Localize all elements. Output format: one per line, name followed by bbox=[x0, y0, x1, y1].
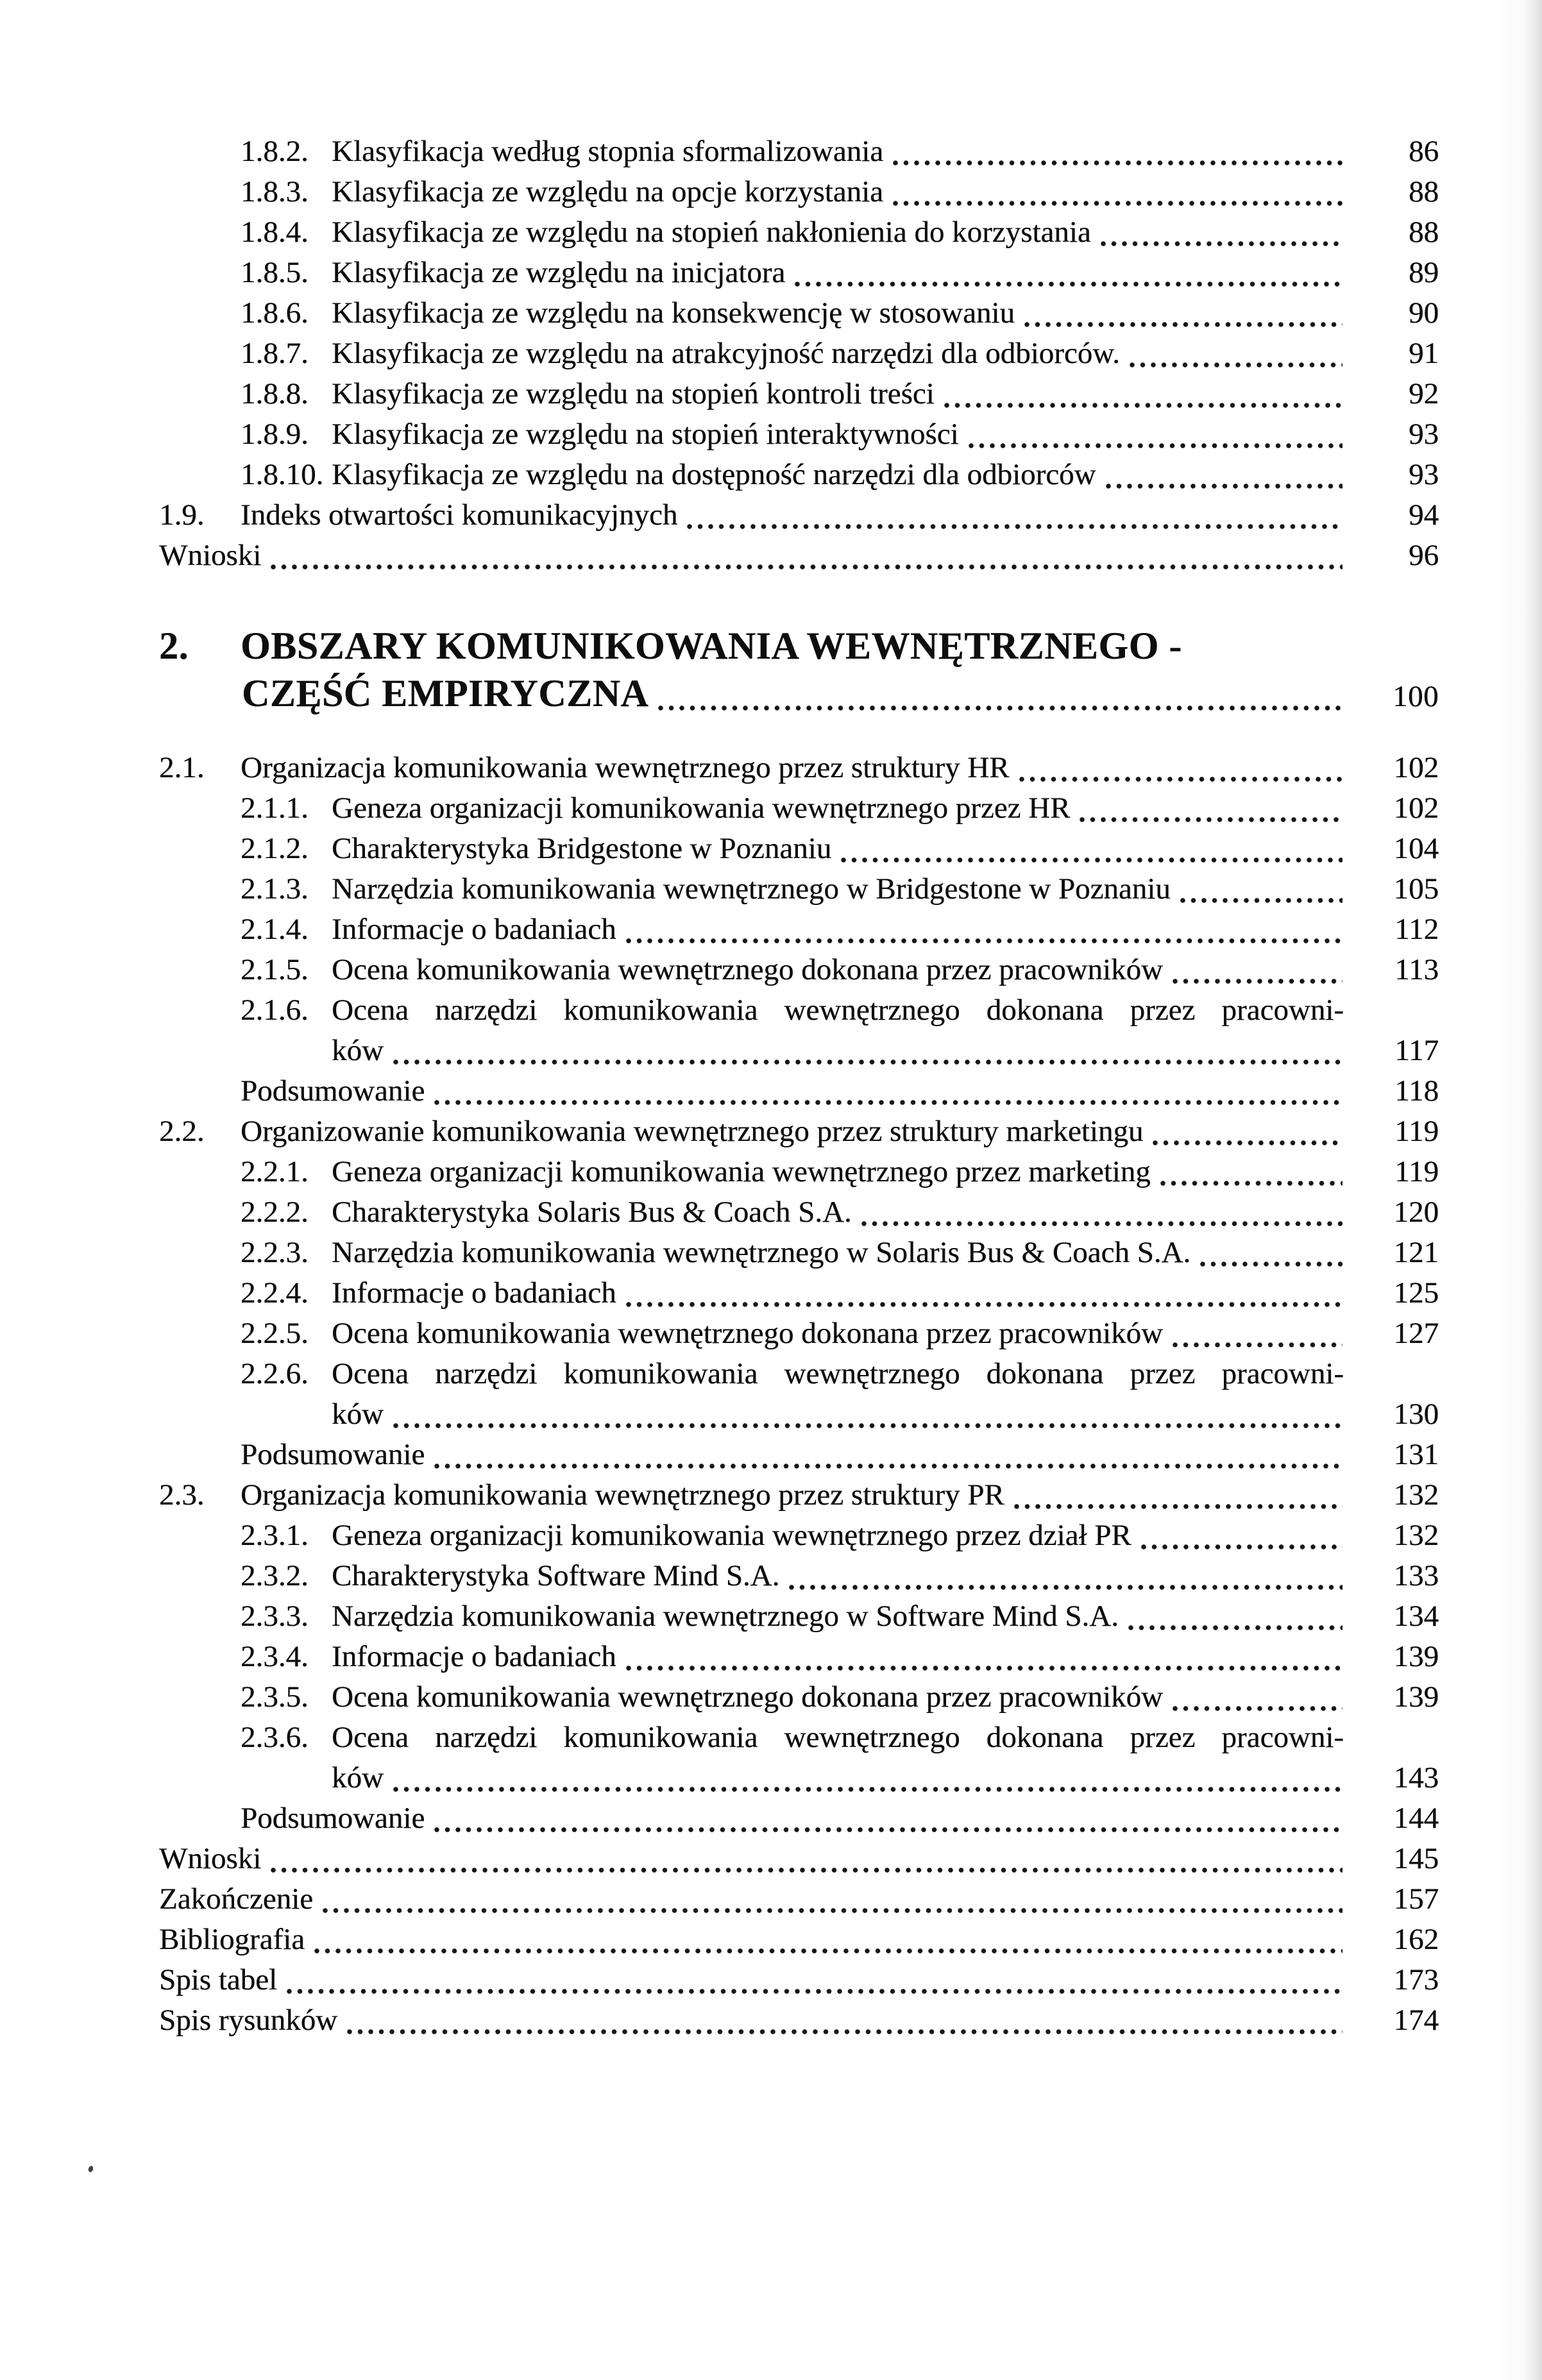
entry-title: Wnioski bbox=[159, 1842, 262, 1875]
entry-title: Charakterystyka Solaris Bus & Coach S.A. bbox=[332, 1195, 852, 1229]
leader-dots bbox=[1152, 1140, 1343, 1146]
entry-number: 2.1.3. bbox=[241, 872, 309, 906]
entry-title: Klasyfikacja ze względu na stopień kontroli treści bbox=[332, 377, 935, 410]
entry-number: 2.2.1. bbox=[241, 1155, 309, 1188]
page-number: 93 bbox=[1409, 458, 1439, 491]
page-number: 145 bbox=[1393, 1842, 1439, 1875]
entry-title: Klasyfikacja według stopnia sformalizowania bbox=[332, 135, 884, 168]
leader-dots bbox=[1024, 321, 1343, 328]
entry-title: Geneza organizacji komunikowania wewnętrznego przez dział PR bbox=[332, 1519, 1131, 1552]
leader-dots bbox=[1129, 362, 1343, 368]
page-number: 131 bbox=[1393, 1438, 1439, 1471]
toc-entry bbox=[0, 1758, 1542, 1798]
toc-entry bbox=[0, 1879, 1542, 1920]
entry-title: Klasyfikacja ze względu na opcje korzystania bbox=[332, 175, 883, 208]
page-number: 86 bbox=[1409, 135, 1439, 168]
leader-dots bbox=[788, 1584, 1343, 1591]
toc-entry bbox=[0, 253, 1542, 293]
leader-dots bbox=[434, 1463, 1343, 1469]
page-number: 134 bbox=[1393, 1599, 1439, 1633]
entry-title: Informacje o badaniach bbox=[332, 1640, 616, 1673]
toc-entry bbox=[0, 212, 1542, 253]
entry-title: Ocena narzędzi komunikowania wewnętrznego dokonana przez pracowni- bbox=[332, 993, 1344, 1027]
toc-entry bbox=[0, 1677, 1542, 1717]
leader-dots bbox=[625, 1301, 1343, 1308]
page-number: 139 bbox=[1393, 1640, 1439, 1673]
entry-title: Wnioski bbox=[159, 539, 262, 572]
page-number: 174 bbox=[1393, 2004, 1439, 2037]
entry-number: 2.1. bbox=[159, 751, 205, 784]
leader-dots bbox=[1013, 1503, 1343, 1510]
entry-title: Ocena narzędzi komunikowania wewnętrznego dokonana przez pracowni- bbox=[332, 1721, 1344, 1754]
entry-title: Narzędzia komunikowania wewnętrznego w Solaris Bus & Coach S.A. bbox=[332, 1236, 1191, 1269]
page-number: 130 bbox=[1393, 1397, 1439, 1431]
entry-title: Ocena narzędzi komunikowania wewnętrznego dokonana przez pracowni- bbox=[332, 1357, 1344, 1390]
toc-entry bbox=[0, 748, 1542, 788]
toc-entry bbox=[0, 536, 1542, 576]
leader-dots bbox=[434, 1827, 1343, 1833]
entry-title: Informacje o badaniach bbox=[332, 1276, 616, 1310]
entry-number: 1.8.9. bbox=[241, 418, 309, 451]
leader-dots bbox=[1160, 1180, 1343, 1186]
entry-number: 1.8.2. bbox=[241, 135, 309, 168]
leader-dots bbox=[625, 938, 1343, 944]
toc-entry bbox=[0, 2000, 1542, 2041]
entry-number: 2.3.2. bbox=[241, 1559, 309, 1592]
page-number: 120 bbox=[1393, 1195, 1439, 1229]
entry-title: OBSZARY KOMUNIKOWANIA WEWNĘTRZNEGO - bbox=[241, 625, 1182, 667]
entry-number: 2.1.1. bbox=[241, 791, 309, 825]
leader-dots bbox=[686, 523, 1343, 530]
toc-entry bbox=[0, 829, 1542, 869]
entry-number: 1.8.8. bbox=[241, 377, 309, 410]
toc-entry bbox=[0, 1354, 1542, 1394]
toc-entry bbox=[0, 869, 1542, 909]
leader-dots bbox=[968, 443, 1343, 449]
entry-title: Organizacja komunikowania wewnętrznego przez struktury PR bbox=[241, 1478, 1004, 1512]
entry-title: Klasyfikacja ze względu na konsekwencję w stosowaniu bbox=[332, 296, 1015, 330]
toc-entry bbox=[0, 1435, 1542, 1475]
entry-number: 1.8.7. bbox=[241, 337, 309, 370]
toc-entry bbox=[0, 1394, 1542, 1435]
toc-entry bbox=[0, 909, 1542, 950]
entry-number: 1.8.3. bbox=[241, 175, 309, 208]
page-number: 119 bbox=[1394, 1115, 1439, 1148]
entry-title: Klasyfikacja ze względu na inicjatora bbox=[332, 256, 786, 289]
entry-number: 2.1.2. bbox=[241, 832, 309, 865]
leader-dots bbox=[1199, 1261, 1343, 1267]
entry-title: Klasyfikacja ze względu na atrakcyjność narzędzi dla odbiorców. bbox=[332, 337, 1120, 370]
entry-number: 1.8.5. bbox=[241, 256, 309, 289]
leader-dots bbox=[625, 1665, 1343, 1671]
page-number: 93 bbox=[1409, 418, 1439, 451]
leader-dots bbox=[286, 1988, 1343, 1995]
scan-speck bbox=[88, 2165, 94, 2173]
page-number: 88 bbox=[1409, 175, 1439, 208]
toc-entry bbox=[0, 1273, 1542, 1313]
entry-title: Podsumowanie bbox=[241, 1438, 425, 1471]
chapter-heading-line bbox=[0, 622, 1542, 670]
toc-entry bbox=[0, 1637, 1542, 1677]
toc-entry bbox=[0, 788, 1542, 829]
entry-number: 2.2.6. bbox=[241, 1357, 309, 1390]
leader-dots bbox=[393, 1059, 1343, 1065]
toc-entry bbox=[0, 172, 1542, 212]
toc-entry bbox=[0, 1111, 1542, 1152]
entry-number: 2. bbox=[159, 625, 189, 667]
entry-title: Ocena komunikowania wewnętrznego dokonana przez pracowników bbox=[332, 1317, 1163, 1350]
leader-dots bbox=[1100, 241, 1343, 247]
page-number: 173 bbox=[1393, 1963, 1439, 1996]
page-number: 89 bbox=[1409, 256, 1439, 289]
entry-title: CZĘŚĆ EMPIRYCZNA bbox=[242, 672, 649, 714]
entry-title: Organizowanie komunikowania wewnętrznego przez struktury marketingu bbox=[241, 1115, 1144, 1148]
entry-title: Geneza organizacji komunikowania wewnętrznego przez HR bbox=[332, 791, 1071, 825]
toc-entry bbox=[0, 1192, 1542, 1233]
entry-number: 2.1.4. bbox=[241, 913, 309, 946]
toc-entry bbox=[0, 1596, 1542, 1637]
leader-dots bbox=[1180, 897, 1343, 904]
page-number: 121 bbox=[1393, 1236, 1439, 1269]
page-number: 119 bbox=[1394, 1155, 1439, 1188]
entry-number: 2.3.3. bbox=[241, 1599, 309, 1633]
entry-title: Indeks otwartości komunikacyjnych bbox=[241, 498, 678, 532]
page-number: 132 bbox=[1393, 1519, 1439, 1552]
entry-title: Charakterystyka Software Mind S.A. bbox=[332, 1559, 780, 1592]
entry-title: Podsumowanie bbox=[241, 1802, 425, 1835]
toc-entry bbox=[0, 1152, 1542, 1192]
leader-dots bbox=[1079, 816, 1343, 823]
entry-title: Ocena komunikowania wewnętrznego dokonana przez pracowników bbox=[332, 953, 1163, 986]
entry-title: Podsumowanie bbox=[241, 1074, 425, 1108]
entry-title: ków bbox=[332, 1034, 384, 1067]
entry-title: Spis tabel bbox=[159, 1963, 278, 1996]
entry-number: 2.2.2. bbox=[241, 1195, 309, 1229]
toc-entry bbox=[0, 1960, 1542, 2000]
leader-dots bbox=[657, 705, 1343, 711]
page-number: 132 bbox=[1393, 1478, 1439, 1512]
page-number: 113 bbox=[1394, 953, 1439, 986]
page-number: 105 bbox=[1393, 872, 1439, 906]
toc-entry bbox=[0, 1071, 1542, 1111]
entry-number: 2.1.5. bbox=[241, 953, 309, 986]
entry-title: Spis rysunków bbox=[159, 2004, 338, 2037]
entry-number: 2.2.3. bbox=[241, 1236, 309, 1269]
chapter-heading-line bbox=[0, 670, 1542, 717]
toc-entry bbox=[0, 1920, 1542, 1960]
page-number: 91 bbox=[1409, 337, 1439, 370]
leader-dots bbox=[1172, 1342, 1343, 1348]
entry-title: Klasyfikacja ze względu na stopień interaktywności bbox=[332, 418, 959, 451]
entry-title: Zakończenie bbox=[159, 1882, 314, 1916]
entry-number: 2.3.4. bbox=[241, 1640, 309, 1673]
entry-number: 2.2.4. bbox=[241, 1276, 309, 1310]
page-number: 118 bbox=[1394, 1074, 1439, 1108]
toc-entry bbox=[0, 1313, 1542, 1354]
toc-entry bbox=[0, 1031, 1542, 1071]
leader-dots bbox=[270, 1867, 1343, 1873]
leader-dots bbox=[434, 1099, 1343, 1106]
toc-entry bbox=[0, 333, 1542, 374]
leader-dots bbox=[1105, 483, 1343, 489]
leader-dots bbox=[393, 1422, 1343, 1429]
entry-number: 2.3.5. bbox=[241, 1680, 309, 1714]
toc-entry bbox=[0, 990, 1542, 1031]
toc-entry bbox=[0, 950, 1542, 990]
entry-number: 2.3.6. bbox=[241, 1721, 309, 1754]
page-edge-shadow bbox=[1524, 0, 1542, 2380]
entry-number: 2.2.5. bbox=[241, 1317, 309, 1350]
page-number: 139 bbox=[1393, 1680, 1439, 1714]
page-number: 94 bbox=[1409, 498, 1439, 532]
entry-title: Bibliografia bbox=[159, 1923, 305, 1956]
leader-dots bbox=[322, 1907, 1343, 1914]
toc-entry bbox=[0, 495, 1542, 536]
leader-dots bbox=[346, 2029, 1343, 2035]
page-number: 88 bbox=[1409, 215, 1439, 249]
leader-dots bbox=[861, 1220, 1343, 1227]
entry-number: 1.8.10. bbox=[241, 458, 324, 491]
leader-dots bbox=[270, 564, 1343, 570]
entry-title: Narzędzia komunikowania wewnętrznego w Bridgestone w Poznaniu bbox=[332, 872, 1171, 906]
entry-title: Geneza organizacji komunikowania wewnętrznego przez marketing bbox=[332, 1155, 1151, 1188]
page-number: 102 bbox=[1393, 791, 1439, 825]
page-number: 143 bbox=[1393, 1761, 1439, 1794]
toc-entry bbox=[0, 455, 1542, 495]
page-number: 92 bbox=[1409, 377, 1439, 410]
entry-title: Klasyfikacja ze względu na dostępność narzędzi dla odbiorców bbox=[332, 458, 1096, 491]
leader-dots bbox=[1172, 1705, 1343, 1712]
leader-dots bbox=[1128, 1625, 1343, 1631]
leader-dots bbox=[314, 1948, 1343, 1954]
toc-entry bbox=[0, 1717, 1542, 1758]
entry-title: ków bbox=[332, 1761, 384, 1794]
toc-entry bbox=[0, 1839, 1542, 1879]
toc-entry bbox=[0, 1798, 1542, 1839]
entry-title: Charakterystyka Bridgestone w Poznaniu bbox=[332, 832, 832, 865]
page-number: 90 bbox=[1409, 296, 1439, 330]
page-number: 102 bbox=[1393, 751, 1439, 784]
toc-entry bbox=[0, 1556, 1542, 1596]
entry-title: Narzędzia komunikowania wewnętrznego w Software Mind S.A. bbox=[332, 1599, 1119, 1633]
entry-number: 2.3.1. bbox=[241, 1519, 309, 1552]
toc-entry bbox=[0, 374, 1542, 414]
leader-dots bbox=[794, 281, 1343, 287]
toc-entry bbox=[0, 1233, 1542, 1273]
leader-dots bbox=[944, 402, 1343, 409]
leader-dots bbox=[840, 857, 1343, 863]
page-number: 133 bbox=[1393, 1559, 1439, 1592]
page-number: 157 bbox=[1393, 1882, 1439, 1916]
entry-title: Organizacja komunikowania wewnętrznego przez struktury HR bbox=[241, 751, 1010, 784]
entry-number: 2.2. bbox=[159, 1115, 205, 1148]
entry-number: 1.9. bbox=[159, 498, 205, 532]
toc-entry bbox=[0, 414, 1542, 455]
leader-dots bbox=[892, 160, 1343, 166]
entry-number: 1.8.6. bbox=[241, 296, 309, 330]
toc-entry bbox=[0, 131, 1542, 172]
entry-number: 1.8.4. bbox=[241, 215, 309, 249]
entry-number: 2.3. bbox=[159, 1478, 205, 1512]
entry-title: Klasyfikacja ze względu na stopień nakłonienia do korzystania bbox=[332, 215, 1091, 249]
page-number: 112 bbox=[1394, 913, 1439, 946]
page-number: 127 bbox=[1393, 1317, 1439, 1350]
toc-entry bbox=[0, 1475, 1542, 1515]
page-number: 162 bbox=[1393, 1923, 1439, 1956]
page-number: 96 bbox=[1409, 539, 1439, 572]
leader-dots bbox=[1172, 978, 1343, 984]
entry-title: ków bbox=[332, 1397, 384, 1431]
page-number: 117 bbox=[1394, 1034, 1439, 1067]
leader-dots bbox=[393, 1786, 1343, 1793]
page-number: 104 bbox=[1393, 832, 1439, 865]
toc-entry bbox=[0, 293, 1542, 333]
entry-title: Ocena komunikowania wewnętrznego dokonana przez pracowników bbox=[332, 1680, 1163, 1714]
entry-title: Informacje o badaniach bbox=[332, 913, 616, 946]
page-number: 100 bbox=[1393, 680, 1439, 713]
leader-dots bbox=[1140, 1544, 1343, 1550]
leader-dots bbox=[1019, 776, 1343, 782]
page-number: 144 bbox=[1393, 1802, 1439, 1835]
entry-number: 2.1.6. bbox=[241, 993, 309, 1027]
leader-dots bbox=[892, 200, 1343, 207]
toc-entry bbox=[0, 1515, 1542, 1556]
page-number: 125 bbox=[1393, 1276, 1439, 1310]
